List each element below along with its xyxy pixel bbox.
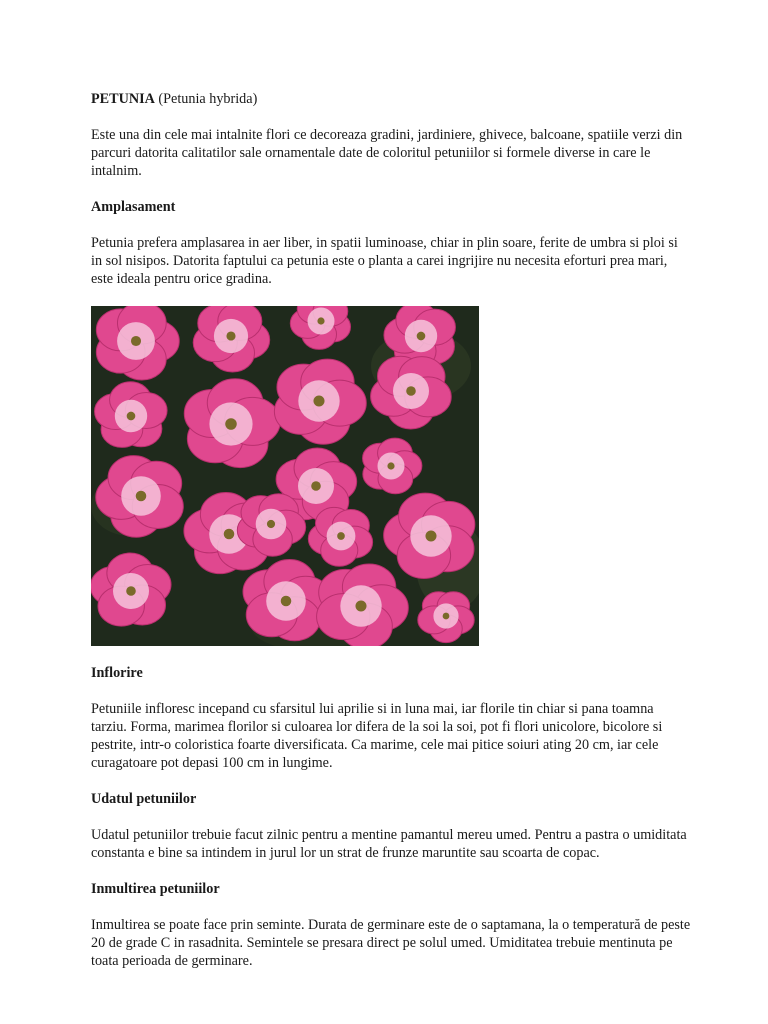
paragraph-inmultirea: Inmultirea se poate face prin seminte. Durata de germinare este de o saptamana, la o temperatură de peste 20 de grade C in rasadnita. Semintele se presara direct pe solul umed. Umiditatea trebuie mentinuta pe toata perioada de germinare. — [91, 917, 691, 969]
document-title — [91, 90, 691, 108]
heading-inflorire: Inflorire — [91, 665, 143, 681]
paragraph-inflorire: Petuniile infloresc incepand cu sfarsitul lui aprilie si in luna mai, iar florile tin chiar si pana toamna tarziu. Forma, marimea florilor si culoarea lor difera de la soi la soi, pot fi flori unicolore, bicolore si pestrite, intr-o coloristica foarte diversificata. Ca marime, cele mai pitice soiuri ating 20 cm, iar cele curagatoare pot depasi 100 cm in lungime. — [91, 701, 663, 771]
intro-paragraph: Este una din cele mai intalnite flori ce decoreaza gradini, jardiniere, ghivece, balcoane, spatiile verzi din parcuri datorita calitatilor sale ornamentale date de coloritul petuniilor si formele diverse in care le intalnim. — [91, 127, 683, 179]
title-bold: PETUNIA — [91, 91, 155, 107]
title-latin: (Petunia hybrida) — [154, 91, 258, 107]
paragraph-udatul: Udatul petuniilor trebuie facut zilnic pentru a mentine pamantul mereu umed. Pentru a pastra o umiditata constanta e bine sa intindem in jurul lor un strat de frunze maruntite sau scoarta de copac. — [91, 827, 687, 861]
heading-udatul: Udatul petuniilor — [91, 791, 197, 807]
document-page — [91, 90, 691, 988]
heading-amplasament: Amplasament — [91, 199, 176, 215]
paragraph-amplasament: Petunia prefera amplasarea in aer liber, in spatii luminoase, chiar in plin soare, ferite de umbra si ploi si in sol nisipos. Datorita faptului ca petunia este o planta a carei ingrijire nu necesita eforturi prea mari, este ideala pentru orice gradina. — [91, 235, 678, 287]
petunia-photo — [91, 306, 479, 646]
heading-inmultirea: Inmultirea petuniilor — [91, 881, 220, 897]
